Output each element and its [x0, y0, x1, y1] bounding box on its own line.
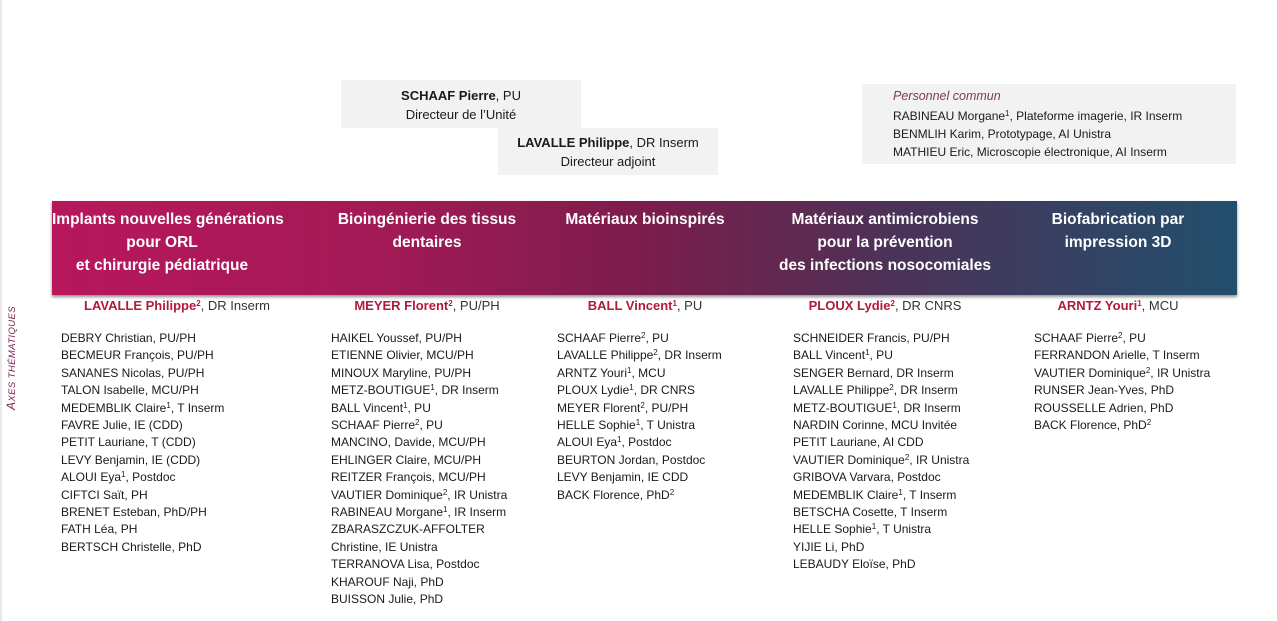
director-line	[341, 86, 581, 105]
member-item: DEBRY Christian, PU/PH	[61, 331, 196, 345]
theme-title-bioinspired: Matériaux bioinspirés	[565, 211, 725, 228]
member-item: FAVRE Julie, IE (CDD)	[61, 418, 183, 433]
theme-title-antimicrobial: Matériaux antimicrobiens pour la prévention des infections nosocomiales	[779, 211, 991, 274]
common-staff-title: Personnel commun	[893, 89, 1001, 103]
member-item: LAVALLE Philippe$^2$, DR Inserm	[793, 383, 958, 398]
member-item: GRIBOVA Varvara, Postdoc	[793, 470, 941, 485]
member-item: PLOUX Lydie$^1$, DR CNRS	[557, 383, 696, 398]
member-list-dental	[331, 330, 507, 609]
member-item: FATH Léa, PH	[61, 522, 138, 537]
member-item: LAVALLE Philippe$^2$, DR Inserm	[557, 348, 722, 363]
member-item: MEDEMBLIK Claire$^1$, T Inserm	[61, 400, 225, 415]
member-item: BALL Vincent$^1$, PU	[331, 400, 431, 415]
director-name: SCHAAF Pierre	[401, 88, 496, 103]
member-item: TALON Isabelle, MCU/PH	[61, 383, 199, 398]
member-item: BETSCHA Cosette, T Inserm	[793, 505, 948, 520]
theme-title-orl: Implants nouvelles générations pour ORL et chirurgie pédiatrique	[52, 211, 284, 274]
member-item: YIJIE Li, PhD	[793, 539, 865, 554]
member-item: KHAROUF Naji, PhD	[331, 574, 444, 589]
member-item: HELLE Sophie$^1$, T Unistra	[793, 522, 932, 537]
theme-title-dental: Bioingénierie des tissus dentaires	[337, 211, 517, 251]
member-item: METZ-BOUTIGUE$^1$, DR Inserm	[793, 400, 961, 415]
member-item: MANCINO, Davide, MCU/PH	[331, 435, 486, 450]
director-role: Directeur de l’Unité	[405, 107, 517, 122]
theme-leader: LAVALLE Philippe$^2$, DR Inserm	[84, 298, 270, 313]
member-item: Christine, IE Unistra	[331, 539, 438, 554]
member-item: LEVY Benjamin, IE (CDD)	[61, 452, 201, 467]
theme-leader: ARNTZ Youri$^1$, MCU	[1057, 298, 1179, 313]
member-list-biofabrication	[1034, 330, 1210, 434]
member-item: BERTSCH Christelle, PhD	[61, 539, 202, 554]
member-item: VAUTIER Dominique$^2$, IR Unistra	[331, 487, 508, 502]
member-item: HELLE Sophie$^1$, T Unistra	[557, 418, 696, 433]
member-item: RABINEAU Morgane$^1$, IR Inserm	[331, 505, 507, 520]
member-item: VAUTIER Dominique$^2$, IR Unistra	[1034, 365, 1211, 380]
member-item: SCHAAF Pierre$^2$, PU	[1034, 331, 1146, 345]
member-item: MEDEMBLIK Claire$^1$, T Inserm	[793, 487, 957, 502]
member-item: BRENET Esteban, PhD/PH	[61, 505, 207, 520]
common-staff-box	[862, 84, 1236, 164]
member-item: PETIT Lauriane, AI CDD	[793, 435, 924, 450]
member-item: VAUTIER Dominique$^2$, IR Unistra	[793, 452, 970, 467]
member-item: ARNTZ Youri$^1$, MCU	[557, 365, 666, 380]
member-item: MEYER Florent$^2$, PU/PH	[557, 400, 689, 415]
theme-leader: PLOUX Lydie$^2$, DR CNRS	[808, 298, 962, 313]
director-box	[341, 80, 581, 128]
deputy-director-box	[498, 128, 718, 175]
director-title: , PU	[495, 88, 521, 103]
member-item: REITZER François, MCU/PH	[331, 470, 486, 485]
theme-leader: BALL Vincent$^1$, PU	[587, 298, 703, 313]
member-item: ALOUI Eya$^1$, Postdoc	[61, 470, 176, 485]
member-item: BACK Florence, PhD$^2$	[1034, 418, 1152, 433]
member-item: TERRANOVA Lisa, Postdoc	[331, 557, 480, 572]
member-item: PETIT Lauriane, T (CDD)	[61, 435, 196, 450]
common-staff-line: BENMLIH Karim, Prototypage, AI Unistra	[893, 127, 1112, 141]
member-list-orl	[61, 330, 224, 556]
member-item: ETIENNE Olivier, MCU/PH	[331, 348, 474, 363]
left-border	[0, 0, 2, 621]
deputy-role: Directeur adjoint	[560, 154, 656, 169]
member-list-antimicrobial	[793, 330, 969, 574]
member-list-bioinspired	[557, 330, 722, 504]
common-staff-line: RABINEAU Morgane$^1$, Plateforme imagerie, IR Inserm	[893, 109, 1183, 123]
member-item: NARDIN Corinne, MCU Invitée	[793, 418, 958, 433]
member-item: LEBAUDY Eloïse, PhD	[793, 557, 916, 572]
member-item: SENGER Bernard, DR Inserm	[793, 365, 954, 380]
deputy-title: , DR Inserm	[629, 135, 699, 150]
member-item: ROUSSELLE Adrien, PhD	[1034, 400, 1174, 415]
member-item: FERRANDON Arielle, T Inserm	[1034, 348, 1200, 363]
member-item: HAIKEL Youssef, PU/PH	[331, 331, 462, 345]
theme-title-biofabrication: Biofabrication par impression 3D	[1051, 211, 1185, 251]
member-item: EHLINGER Claire, MCU/PH	[331, 452, 482, 467]
member-item: ALOUI Eya$^1$, Postdoc	[557, 435, 672, 450]
member-item: BUISSON Julie, PhD	[331, 592, 444, 607]
deputy-name: LAVALLE Philippe	[517, 135, 630, 150]
member-item: BALL Vincent$^1$, PU	[793, 348, 893, 363]
member-item: LEVY Benjamin, IE CDD	[557, 470, 689, 485]
member-item: BECMEUR François, PU/PH	[61, 348, 214, 363]
theme-leader: MEYER Florent$^2$, PU/PH	[354, 298, 500, 313]
member-item: MINOUX Maryline, PU/PH	[331, 365, 472, 380]
deputy-line	[498, 133, 718, 152]
member-item: BACK Florence, PhD$^2$	[557, 487, 675, 502]
member-item: SANANES Nicolas, PU/PH	[61, 365, 205, 380]
member-item: METZ-BOUTIGUE$^1$, DR Inserm	[331, 383, 499, 398]
axes-thematiques-label: AXES THÉMATIQUES	[4, 306, 18, 410]
member-item: SCHNEIDER Francis, PU/PH	[793, 331, 950, 345]
member-item: BEURTON Jordan, Postdoc	[557, 452, 706, 467]
member-item: CIFTCI Saït, PH	[61, 487, 148, 502]
member-item: ZBARASZCZUK-AFFOLTER	[331, 522, 485, 537]
member-item: RUNSER Jean-Yves, PhD	[1034, 383, 1175, 398]
member-item: SCHAAF Pierre$^2$, PU	[557, 331, 669, 345]
common-staff-line: MATHIEU Eric, Microscopie électronique, AI Inserm	[893, 145, 1167, 159]
member-item: SCHAAF Pierre$^2$, PU	[331, 418, 443, 433]
